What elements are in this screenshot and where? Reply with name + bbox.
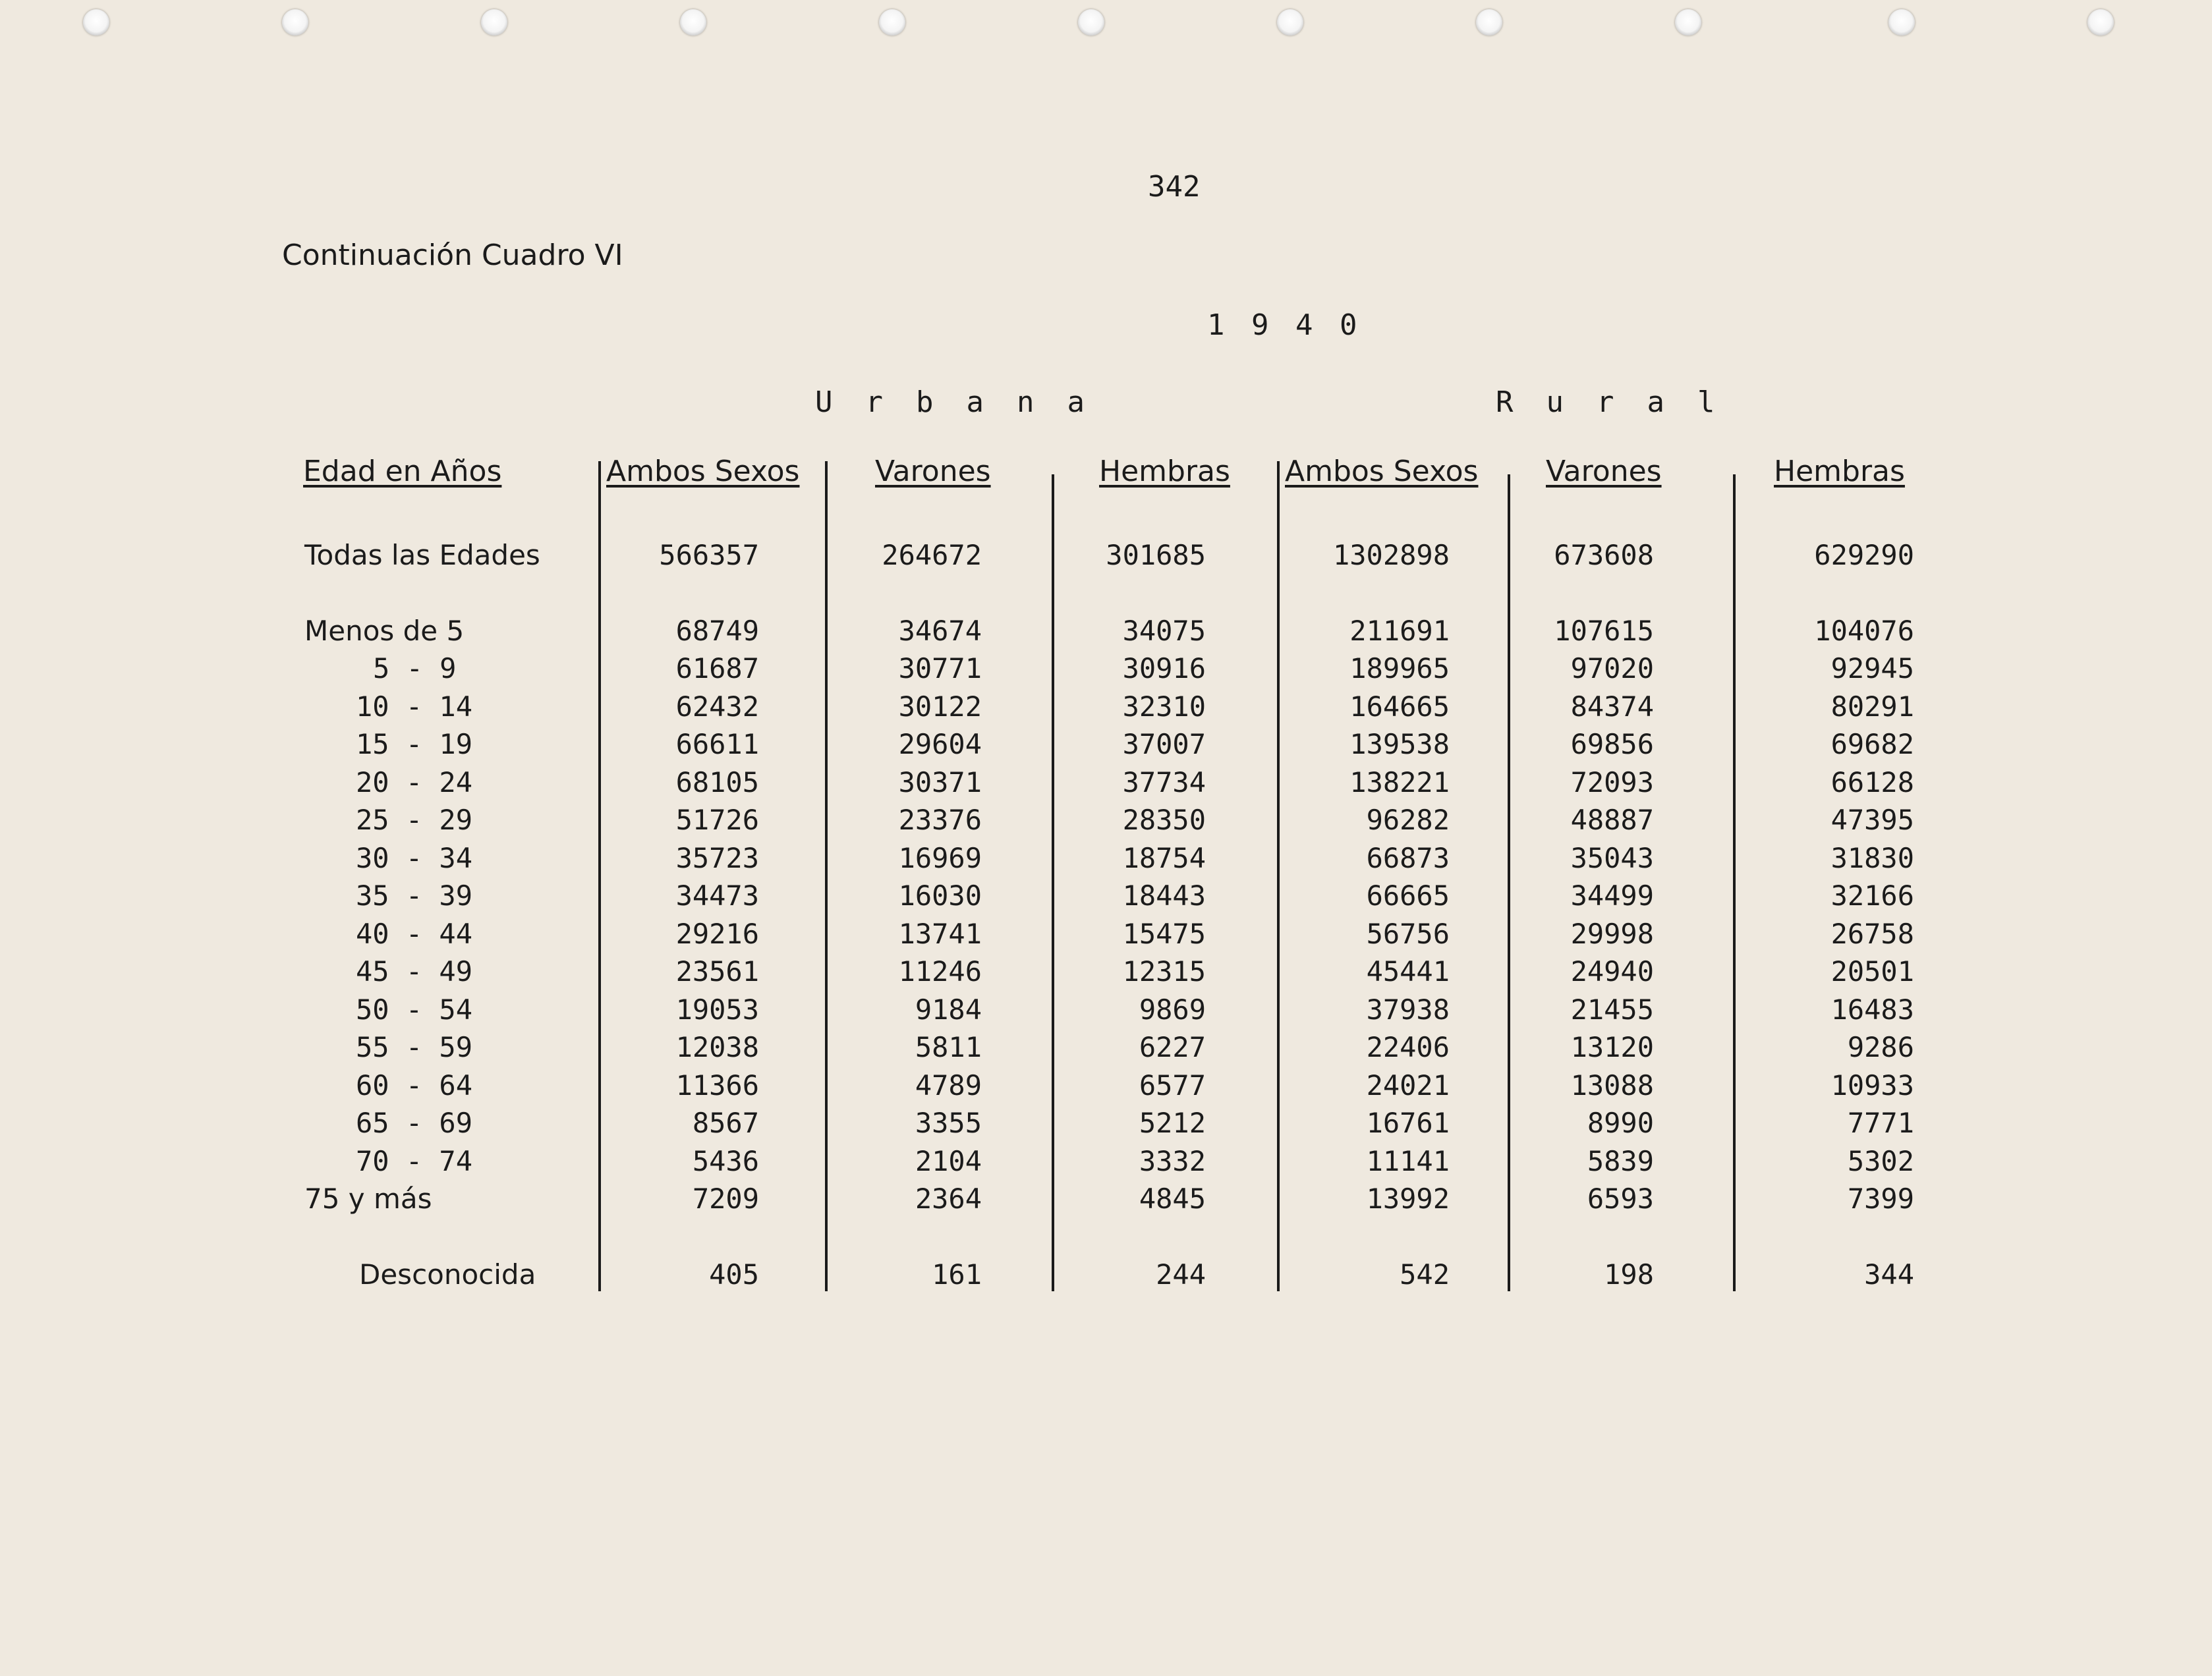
cell-r-hembras: 47395 [1830, 804, 1914, 836]
binder-hole [680, 9, 706, 36]
year-heading: 1 9 4 0 [1207, 308, 1357, 342]
cell-r-hembras: 344 [1864, 1258, 1914, 1291]
cell-r-hembras: 7399 [1847, 1183, 1914, 1215]
age-group-label: 70 - 74 [356, 1145, 473, 1177]
binder-hole [1675, 9, 1701, 36]
cell-r-ambos: 542 [1400, 1258, 1450, 1291]
cell-u-varones: 30122 [898, 690, 982, 723]
cell-u-varones: 23376 [898, 804, 982, 836]
cell-u-hembras: 3332 [1139, 1145, 1206, 1177]
cell-r-hembras: 10933 [1830, 1069, 1914, 1102]
cell-u-ambos: 34473 [675, 880, 759, 912]
cell-u-varones: 16969 [898, 842, 982, 874]
cell-r-ambos: 45441 [1366, 955, 1450, 988]
cell-u-hembras: 4845 [1139, 1183, 1206, 1215]
binder-hole [481, 9, 507, 36]
cell-r-varones: 72093 [1570, 766, 1654, 798]
cell-u-hembras: 12315 [1122, 955, 1206, 988]
cell-r-ambos: 66665 [1366, 880, 1450, 912]
cell-u-ambos: 29216 [675, 918, 759, 950]
header-rural-hembras: Hembras [1774, 455, 1905, 488]
cell-u-ambos: 19053 [675, 993, 759, 1026]
region-rural: R u r a l [1496, 385, 1715, 419]
cell-u-ambos: 61687 [675, 652, 759, 684]
cell-u-ambos: 7209 [692, 1183, 759, 1215]
cell-u-ambos: 68105 [675, 766, 759, 798]
binder-hole [2087, 9, 2114, 36]
cell-u-varones: 264672 [882, 539, 982, 571]
binder-hole [83, 9, 109, 36]
cell-u-hembras: 9869 [1139, 993, 1206, 1026]
cell-u-hembras: 15475 [1122, 918, 1206, 950]
cell-u-ambos: 405 [709, 1258, 759, 1291]
cell-u-ambos: 12038 [675, 1031, 759, 1063]
cell-r-varones: 6593 [1587, 1183, 1654, 1215]
cell-r-varones: 21455 [1570, 993, 1654, 1026]
cell-r-ambos: 24021 [1366, 1069, 1450, 1102]
cell-u-hembras: 37007 [1122, 728, 1206, 760]
page-number: 342 [1148, 170, 1201, 204]
cell-r-ambos: 11141 [1366, 1145, 1450, 1177]
cell-u-hembras: 28350 [1122, 804, 1206, 836]
cell-r-ambos: 138221 [1349, 766, 1450, 798]
age-group-label: 5 - 9 [373, 652, 457, 684]
cell-u-varones: 161 [932, 1258, 982, 1291]
cell-r-hembras: 104076 [1814, 615, 1914, 647]
cell-u-hembras: 18443 [1122, 880, 1206, 912]
cell-u-varones: 9184 [915, 993, 982, 1026]
cell-u-varones: 34674 [898, 615, 982, 647]
cell-r-hembras: 5302 [1847, 1145, 1914, 1177]
cell-u-ambos: 62432 [675, 690, 759, 723]
age-group-label: 55 - 59 [356, 1031, 473, 1063]
cell-u-ambos: 5436 [692, 1145, 759, 1177]
cell-u-hembras: 5212 [1139, 1107, 1206, 1139]
cell-r-ambos: 13992 [1366, 1183, 1450, 1215]
age-group-label: 35 - 39 [356, 880, 473, 912]
cell-r-ambos: 66873 [1366, 842, 1450, 874]
cell-r-varones: 13088 [1570, 1069, 1654, 1102]
cell-u-ambos: 35723 [675, 842, 759, 874]
cell-u-varones: 2104 [915, 1145, 982, 1177]
cell-u-varones: 30771 [898, 652, 982, 684]
cell-r-ambos: 189965 [1349, 652, 1450, 684]
cell-r-varones: 673608 [1554, 539, 1654, 571]
cell-r-hembras: 20501 [1830, 955, 1914, 988]
header-urbana-ambos: Ambos Sexos [606, 455, 800, 488]
age-group-label: 40 - 44 [356, 918, 473, 950]
binder-hole [1078, 9, 1104, 36]
header-edad: Edad en Años [303, 455, 502, 488]
cell-r-hembras: 69682 [1830, 728, 1914, 760]
binder-hole [282, 9, 308, 36]
age-group-label: 45 - 49 [356, 955, 473, 988]
cell-u-hembras: 37734 [1122, 766, 1206, 798]
cell-u-varones: 30371 [898, 766, 982, 798]
age-group-label: 20 - 24 [356, 766, 473, 798]
cell-r-hembras: 16483 [1830, 993, 1914, 1026]
cell-r-ambos: 56756 [1366, 918, 1450, 950]
cell-r-ambos: 1302898 [1332, 539, 1450, 571]
header-urbana-varones: Varones [875, 455, 991, 488]
cell-u-ambos: 566357 [659, 539, 759, 571]
continuation-title: Continuación Cuadro VI [282, 238, 623, 272]
cell-r-hembras: 66128 [1830, 766, 1914, 798]
cell-u-varones: 4789 [915, 1069, 982, 1102]
cell-u-varones: 13741 [898, 918, 982, 950]
cell-u-varones: 2364 [915, 1183, 982, 1215]
age-group-label: 10 - 14 [356, 690, 473, 723]
binder-hole [1888, 9, 1915, 36]
cell-u-hembras: 34075 [1122, 615, 1206, 647]
cell-r-ambos: 22406 [1366, 1031, 1450, 1063]
cell-u-varones: 3355 [915, 1107, 982, 1139]
cell-r-varones: 69856 [1570, 728, 1654, 760]
binder-hole [1476, 9, 1502, 36]
age-group-label: 50 - 54 [356, 993, 473, 1026]
cell-r-hembras: 7771 [1847, 1107, 1914, 1139]
cell-r-varones: 35043 [1570, 842, 1654, 874]
cell-r-hembras: 80291 [1830, 690, 1914, 723]
binder-hole [879, 9, 905, 36]
header-rural-varones: Varones [1546, 455, 1662, 488]
cell-r-ambos: 96282 [1366, 804, 1450, 836]
age-group-label: Todas las Edades [304, 539, 540, 571]
cell-r-hembras: 92945 [1830, 652, 1914, 684]
cell-r-varones: 198 [1604, 1258, 1654, 1291]
cell-r-varones: 34499 [1570, 880, 1654, 912]
cell-u-hembras: 32310 [1122, 690, 1206, 723]
cell-u-hembras: 301685 [1106, 539, 1206, 571]
cell-r-varones: 13120 [1570, 1031, 1654, 1063]
age-group-label: 75 y más [304, 1183, 432, 1215]
cell-r-varones: 24940 [1570, 955, 1654, 988]
cell-r-hembras: 629290 [1814, 539, 1914, 571]
cell-r-ambos: 139538 [1349, 728, 1450, 760]
cell-u-ambos: 8567 [692, 1107, 759, 1139]
cell-r-varones: 29998 [1570, 918, 1654, 950]
binder-hole [1277, 9, 1303, 36]
cell-u-varones: 5811 [915, 1031, 982, 1063]
cell-r-ambos: 37938 [1366, 993, 1450, 1026]
cell-r-hembras: 9286 [1847, 1031, 1914, 1063]
cell-r-varones: 84374 [1570, 690, 1654, 723]
cell-r-hembras: 31830 [1830, 842, 1914, 874]
cell-u-varones: 29604 [898, 728, 982, 760]
header-rural-ambos: Ambos Sexos [1285, 455, 1479, 488]
cell-u-hembras: 6227 [1139, 1031, 1206, 1063]
cell-u-hembras: 6577 [1139, 1069, 1206, 1102]
cell-u-ambos: 23561 [675, 955, 759, 988]
cell-u-hembras: 18754 [1122, 842, 1206, 874]
cell-u-ambos: 51726 [675, 804, 759, 836]
cell-r-varones: 97020 [1570, 652, 1654, 684]
cell-r-ambos: 211691 [1349, 615, 1450, 647]
age-group-label: 60 - 64 [356, 1069, 473, 1102]
cell-u-ambos: 11366 [675, 1069, 759, 1102]
age-group-label: Desconocida [359, 1258, 536, 1291]
cell-r-varones: 107615 [1554, 615, 1654, 647]
cell-r-ambos: 164665 [1349, 690, 1450, 723]
cell-u-hembras: 30916 [1122, 652, 1206, 684]
age-group-label: 30 - 34 [356, 842, 473, 874]
cell-u-ambos: 68749 [675, 615, 759, 647]
cell-u-hembras: 244 [1156, 1258, 1206, 1291]
cell-r-hembras: 32166 [1830, 880, 1914, 912]
cell-r-hembras: 26758 [1830, 918, 1914, 950]
age-group-label: 65 - 69 [356, 1107, 473, 1139]
cell-u-varones: 16030 [898, 880, 982, 912]
age-group-label: 15 - 19 [356, 728, 473, 760]
region-urbana: U r b a n a [815, 385, 1085, 419]
cell-r-ambos: 16761 [1366, 1107, 1450, 1139]
age-group-label: 25 - 29 [356, 804, 473, 836]
cell-r-varones: 8990 [1587, 1107, 1654, 1139]
cell-r-varones: 5839 [1587, 1145, 1654, 1177]
cell-r-varones: 48887 [1570, 804, 1654, 836]
header-urbana-hembras: Hembras [1099, 455, 1230, 488]
cell-u-ambos: 66611 [675, 728, 759, 760]
age-group-label: Menos de 5 [304, 615, 465, 647]
cell-u-varones: 11246 [898, 955, 982, 988]
